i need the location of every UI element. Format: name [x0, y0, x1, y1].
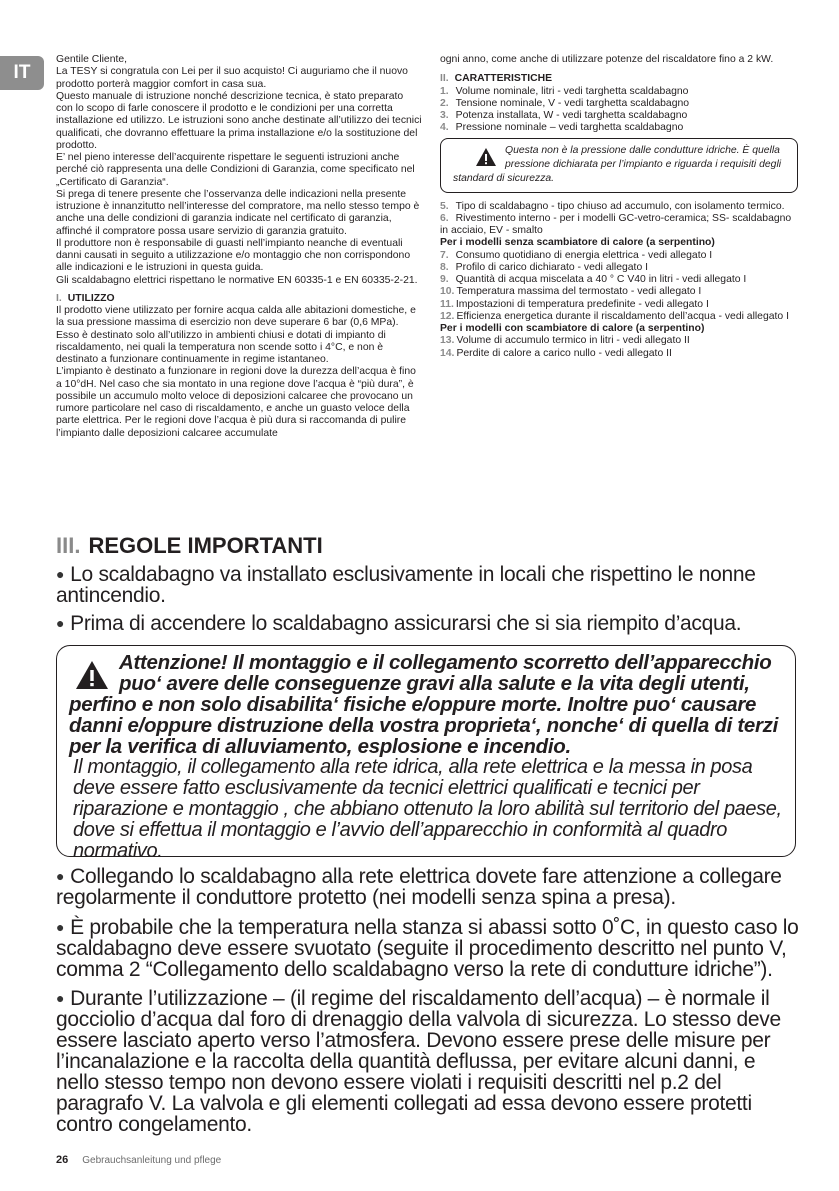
list-item: 10. Temperatura massima del termostato - vedi allegato I [440, 286, 702, 298]
intro-paragraph: Questo manuale di istruzione nonché descrizione tecnica, è stato preparato con lo scopo di farle conoscere il prodotto e le condizioni per una corretta installazione ed utilizzo. Le istruzioni sono anche destinate all’utilizzo dei tecnici qualificati, che dovranno effettuare la prima installazione e/o la sostituzione del prodotto. [56, 90, 422, 151]
utilizzo-paragraph: Il prodotto viene utilizzato per fornire acqua calda alle abitazioni domestiche, e la sua pressione massima di esercizio non deve superare 6 bar (0,6 MPa). [56, 305, 416, 329]
bullet-dot: ● [56, 566, 65, 582]
warning-regular-text: Il montaggio, il collegamento alla rete idrica, alla rete elettrica e la messa in posa deve essere fatto esclusivamente da tecnici elettrici qualificati e tecnici per riparazione e montaggio , che abbiano ottenuto la loro abilità sul territorio del paese, dove si effettua il montaggio e l’avvio dell’apparecchio in conformità al quadro normativo. [73, 756, 782, 862]
footer-text: Gebrauchsanleitung und pflege [82, 1155, 222, 1166]
continuation-text: ogni anno, come anche di utilizzare potenze del riscaldatore fino a 2 kW. [440, 54, 774, 65]
left-column [56, 54, 422, 440]
rule-bullet: ● È probabile che la temperatura nella stanza si abassi sotto 0˚C, in questo caso lo scaldabagno deve essere svuotato (seguite il procedimento descritto nel punto V, comma 2 “Collegamento dello scaldabagno verso la rete di condutture idriche”). [56, 916, 799, 981]
intro-paragraph: La TESY si congratula con Lei per il suo acquisto! Ci auguriamo che il nuovo prodotto porterà maggior comfort in casa sua. [56, 66, 408, 90]
list-item: 14. Perdite di calore a carico nullo - vedi allegato II [440, 347, 672, 359]
list-item: 11. Impostazioni di temperatura predefinite - vedi allegato I [440, 298, 709, 310]
section-heading-caratteristiche: II. CARATTERISTICHE [440, 73, 553, 85]
greeting: Gentile Cliente, [56, 54, 128, 65]
list-item: 2. Tensione nominale, V - vedi targhetta scaldabagno [440, 97, 690, 109]
page-number: 26 [56, 1154, 69, 1166]
utilizzo-paragraph: Esso è destinato solo all’utilizzo in ambienti chiusi e dotati di impianto di riscaldamento, nei quali la temperatura non scende sotto i 4°C, e non è destinato a funzionare continuamente in regime istantaneo. [56, 329, 386, 365]
intro-paragraph: Gli scaldabagno elettrici rispettano le normative EN 60335-1 e EN 60335-2-21. [56, 274, 418, 286]
utilizzo-paragraph: L’impianto è destinato a funzionare in regioni dove la durezza dell’acqua è fino a 10°dH. Nel caso che sia montato in una regione dove l’acqua è “più dura”, è possibile un accumulo molto veloce di deposizioni calcaree che provocano un rumore particolare nel caso di riscaldamento, e anche un guasto veloce della parte elettrica. Per le regioni dove l’acqua è più dura si raccomanda di pulire l’impianto dalle deposizioni calcaree accumulate [56, 366, 416, 439]
rule-bullet: ● Prima di accendere lo scaldabagno assicurarsi che si sia riempito d’acqua. [56, 612, 742, 635]
warning-bold-text: Attenzione! Il montaggio e il collegamento scorretto dell’apparecchio puo‘ avere delle conseguenze gravi alla salute e la vita degli utenti, perfino e non solo disabilita‘ fisiche e/oppure morte. Inoltre puo‘ causare danni e/oppure distruzione della vostra proprieta‘, nonche‘ di quella di terzi per la verifica di alluviamento, esplosione e incendio. [69, 651, 779, 758]
section-heading-regole: III. REGOLE IMPORTANTI [56, 533, 323, 558]
rule-bullet: ● Collegando lo scaldabagno alla rete elettrica dovete fare attenzione a collegare regolarmente il conduttore protetto (nei modelli senza spina a presa). [56, 865, 782, 909]
rule-bullet: ● Durante l’utilizzazione – (il regime del riscaldamento dell’acqua) – è normale il gocciolio d’acqua dal foro di drenaggio della valvola di sicurezza. Lo stesso deve essere lasciato aperto verso l’atmosfera. Devono essere prese delle misure per l’incanalazione e la raccolta della quantità deflussa, per evitare alcuni danni, e nello stesso tempo non devono essere violati i requisiti descritti nel p.2 del paragrafo V. La valvola e gli elementi collegati ad essa devono essere protetti contro congelamento. [56, 987, 781, 1136]
warning-icon [475, 147, 497, 167]
language-tab: IT [0, 56, 44, 90]
list-item: 7. Consumo quotidiano di energia elettrica - vedi allegato I [440, 249, 713, 261]
list-item: 4. Pressione nominale – vedi targhetta scaldabagno [440, 122, 684, 134]
installation-warning-box [56, 645, 796, 862]
list-item: 5. Tipo di scaldabagno - tipo chiuso ad accumulo, con isolamento termico. [440, 200, 785, 212]
bullet-dot: ● [56, 990, 65, 1006]
list-item: 12. Efficienza energetica durante il riscaldamento dell’acqua - vedi allegato I [440, 310, 789, 322]
list-item: 9. Quantità di acqua miscelata a 40 ° C V40 in litri - vedi allegato I [440, 274, 747, 285]
section-heading-utilizzo: I. UTILIZZO [56, 292, 115, 304]
subheading-with-exchanger: Per i modelli con scambiatore di calore (a serpentino) [440, 323, 705, 334]
intro-paragraph: Il produttore non è responsabile di guasti nell’impianto neanche di eventuali danni causati in seguito a utilizzazione e/o montaggio che non corrispondono alle indicazioni e le istruzioni in questa guida. [56, 237, 411, 274]
bullet-dot: ● [56, 919, 65, 935]
list-item: 8. Profilo di carico dichiarato - vedi allegato I [440, 261, 648, 273]
list-item: 13. Volume di accumulo termico in litri - vedi allegato II [440, 335, 690, 347]
pressure-note [440, 138, 798, 193]
intro-paragraph: Si prega di tenere presente che l’osservanza delle indicazioni nella presente istruzione è innanzitutto nell’interesse del compratore, ma nello stesso tempo è anche una delle condizioni di garanzia indicate nel certificato di garanzia, affinché il compratore possa usare servizio di garanzia gratuito. [56, 188, 420, 237]
intro-paragraph: E’ nel pieno interesse dell’acquirente rispettare le seguenti istruzioni anche perché ciò rappresenta una delle Condizioni di Garanzia, come specificato nel „Certificato di Garanzia“. [56, 152, 415, 188]
pressure-note-text: Questa non è la pressione dalle condutture idriche. È quella pressione dichiarata per l’impianto e riguarda i requisiti degli standard di sicurezza. [453, 144, 782, 184]
bullet-dot: ● [56, 868, 65, 884]
list-item: 6. Rivestimento interno - per i modelli GC-vetro-ceramica; SS- scaldabagno in acciaio, EV - smalto [440, 212, 792, 236]
bullet-dot: ● [56, 615, 65, 631]
list-item: 1. Volume nominale, litri - vedi targhetta scaldabagno [440, 85, 689, 97]
subheading-without-exchanger: Per i modelli senza scambiatore di calore (a serpentino) [440, 237, 715, 249]
list-item: 3. Potenza installata, W - vedi targhetta scaldabagno [440, 110, 688, 121]
right-column [440, 54, 798, 360]
rule-bullet: ● Lo scaldabagno va installato esclusivamente in locali che rispettino le nonne antincendio. [56, 563, 756, 607]
page-footer [56, 1154, 221, 1166]
warning-icon [75, 660, 109, 690]
